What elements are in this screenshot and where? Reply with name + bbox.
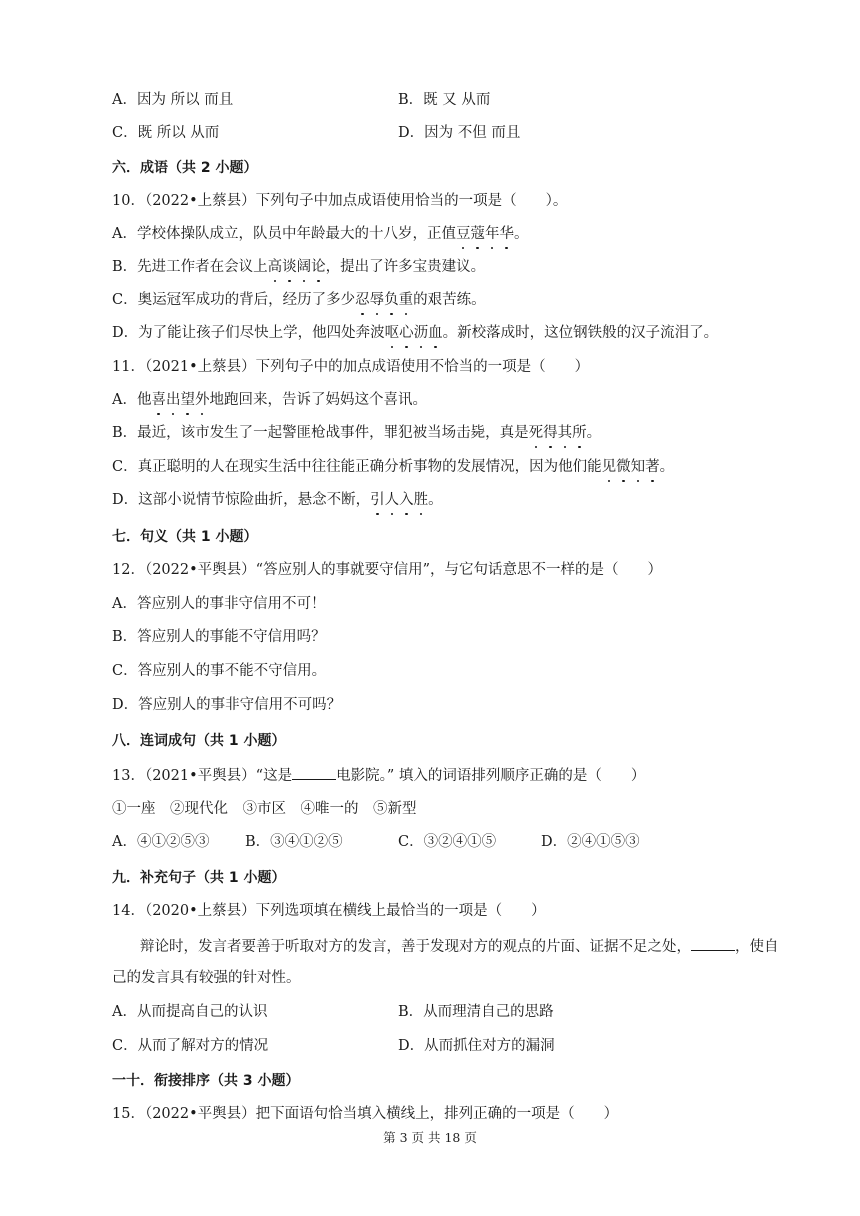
q9-option-c: C．既 所以 从而 xyxy=(112,125,220,141)
emphasis-dot-char: 得 xyxy=(543,425,558,441)
answer-blank xyxy=(292,765,336,780)
emphasis-dot-char: 豆 xyxy=(455,226,471,242)
q10-option-a: A．学校体操队成立，队员中年龄最大的十八岁，正值豆蔻年华。 xyxy=(112,226,529,242)
emphasis-dot-char: 心 xyxy=(399,325,414,341)
q9-option-a: A．因为 所以 而且 xyxy=(112,92,234,108)
emphasis-dot-char: 忍 xyxy=(355,292,370,308)
emphasis-dot-char: 所 xyxy=(572,425,587,441)
section-heading-sentence-sequencing: 一十．衔接排序（共 3 小题） xyxy=(112,1073,300,1089)
emphasis-dot-char: 喜 xyxy=(151,392,166,408)
q14-option-a: A．从而提高自己的认识 xyxy=(112,1004,268,1020)
q12-option-d: D．答应别人的事非守信用不可吗？ xyxy=(112,697,342,713)
emphasis-dot-char: 阔 xyxy=(296,259,312,275)
dotted-idiom xyxy=(151,392,209,408)
q13-option-d: D．②④①⑤③ xyxy=(541,834,640,850)
emphasis-dot-char: 年 xyxy=(484,226,500,242)
q14-stem: 14．（2020•上蔡县）下列选项填在横线上最恰当的一项是（ ） xyxy=(112,903,546,919)
dotted-idiom xyxy=(602,459,660,475)
emphasis-dot-char: 出 xyxy=(165,392,181,408)
q12-option-c: C．答应别人的事不能不守信用。 xyxy=(112,663,327,679)
q14-passage-line-1: 辩论时，发言者要善于听取对方的发言，善于发现对方的观点的片面、证据不足之处， ，使自 xyxy=(140,936,779,957)
emphasis-dot-char: 入 xyxy=(399,492,414,508)
section-heading-complete-sentence: 九．补充句子（共 1 小题） xyxy=(112,870,286,886)
section-heading-sentence-meaning: 七．句义（共 1 小题） xyxy=(112,529,258,545)
emphasis-dot-char: 重 xyxy=(398,292,414,308)
emphasis-dot-char: 其 xyxy=(557,425,573,441)
q9-option-b: B．既 又 从而 xyxy=(398,92,491,108)
q10-stem: 10．（2022•上蔡县）下列句子中加点成语使用恰当的一项是（ ）。 xyxy=(112,193,568,209)
emphasis-dot-char: 望 xyxy=(180,392,195,408)
q11-stem: 11．（2021•上蔡县）下列句子中的加点成语使用不恰当的一项是（ ） xyxy=(112,359,590,375)
q14-passage-line-2: 己的发言具有较强的针对性。 xyxy=(112,970,301,986)
q13-stem: 13．（2021•平舆县）“这是 电影院。” 填入的词语排列顺序正确的是（ ） xyxy=(112,765,645,786)
q14-option-b: B．从而理清自己的思路 xyxy=(398,1004,554,1020)
q13-word-list: ①一座 ②现代化 ③市区 ④唯一的 ⑤新型 xyxy=(112,801,417,817)
emphasis-dot-char: 辱 xyxy=(369,292,385,308)
emphasis-dot-char: 人 xyxy=(384,492,400,508)
dotted-idiom xyxy=(355,292,413,308)
dotted-idiom xyxy=(385,325,443,341)
q12-option-a: A．答应别人的事非守信用不可！ xyxy=(112,596,326,612)
emphasis-dot-char: 知 xyxy=(630,459,646,475)
emphasis-dot-char: 微 xyxy=(616,459,631,475)
emphasis-dot-char: 胜 xyxy=(413,492,429,508)
emphasis-dot-char: 谈 xyxy=(282,259,297,275)
q13-option-c: C．③②④①⑤ xyxy=(398,834,497,850)
q15-stem: 15．（2022•平舆县）把下面语句恰当填入横线上，排列正确的一项是（ ） xyxy=(112,1106,619,1122)
section-heading-idioms: 六．成语（共 2 小题） xyxy=(112,160,258,176)
q11-option-c: C．真正聪明的人在现实生活中往往能正确分析事物的发展情况，因为他们能见微知著。 xyxy=(112,459,675,475)
q13-option-b: B．③④①②⑤ xyxy=(245,834,343,850)
emphasis-dot-char: 血 xyxy=(428,325,443,341)
q11-option-d: D．这部小说情节惊险曲折，悬念不断，引人入胜。 xyxy=(112,492,443,508)
emphasis-dot-char: 见 xyxy=(601,459,617,475)
emphasis-dot-char: 死 xyxy=(528,425,544,441)
emphasis-dot-char: 外 xyxy=(194,392,210,408)
emphasis-dot-char: 著 xyxy=(645,459,660,475)
answer-blank xyxy=(691,936,735,951)
emphasis-dot-char: 负 xyxy=(384,292,399,308)
emphasis-dot-char: 呕 xyxy=(384,325,400,341)
q14-option-d: D．从而抓住对方的漏洞 xyxy=(398,1038,555,1054)
emphasis-dot-char: 华 xyxy=(499,226,514,242)
q10-option-d: D．为了能让孩子们尽快上学，他四处奔波呕心沥血。新校落成时，这位钢铁般的汉子流泪了。 xyxy=(112,325,719,341)
q10-option-b: B．先进工作者在会议上高谈阔论，提出了许多宝贵建议。 xyxy=(112,259,486,275)
section-heading-word-ordering: 八．连词成句（共 1 小题） xyxy=(112,733,286,749)
dotted-idiom xyxy=(529,425,587,441)
q10-option-c: C．奥运冠军成功的背后，经历了多少忍辱负重的艰苦练。 xyxy=(112,292,486,308)
emphasis-dot-char: 高 xyxy=(267,259,283,275)
q12-stem: 12．（2022•平舆县）“答应别人的事就要守信用”，与它句话意思不一样的是（ ） xyxy=(112,562,662,578)
q11-option-a: A．他喜出望外地跑回来，告诉了妈妈这个喜讯。 xyxy=(112,392,427,408)
emphasis-dot-char: 沥 xyxy=(413,325,429,341)
page-number-footer: 第 3 页 共 18 页 xyxy=(383,1130,477,1145)
emphasis-dot-char: 蔻 xyxy=(470,226,485,242)
dotted-idiom xyxy=(268,259,326,275)
q11-option-b: B．最近，该市发生了一起警匪枪战事件，罪犯被当场击毙，真是死得其所。 xyxy=(112,425,602,441)
q12-option-b: B．答应别人的事能不守信用吗？ xyxy=(112,629,326,645)
emphasis-dot-char: 论 xyxy=(311,259,326,275)
q13-option-a: A．④①②⑤③ xyxy=(112,834,210,850)
q14-option-c: C．从而了解对方的情况 xyxy=(112,1038,269,1054)
dotted-idiom xyxy=(456,226,514,242)
emphasis-dot-char: 引 xyxy=(370,492,385,508)
q9-option-d: D．因为 不但 而且 xyxy=(398,125,521,141)
dotted-idiom xyxy=(370,492,428,508)
